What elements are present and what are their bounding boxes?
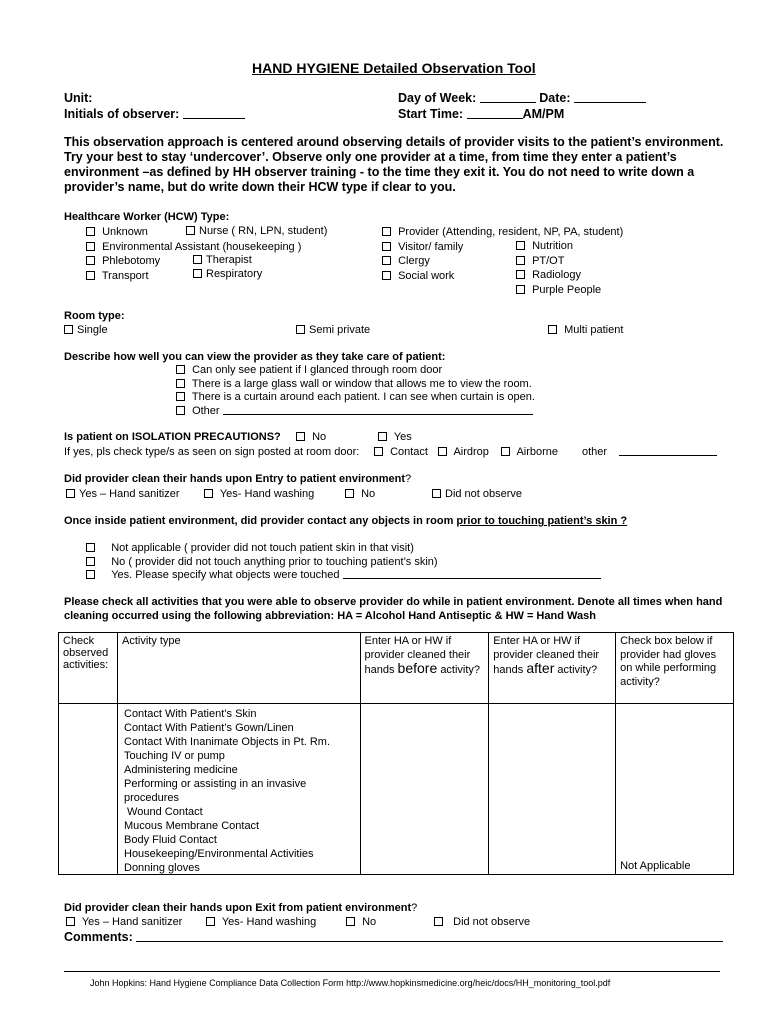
checkbox-icon[interactable]: [382, 271, 391, 280]
start-time-line: [398, 107, 564, 121]
ampm-label: AM/PM: [522, 107, 565, 121]
contact-option[interactable]: No ( provider did not touch anything prior to touching patient’s skin): [86, 556, 601, 570]
checkbox-icon[interactable]: [176, 365, 185, 374]
view-option[interactable]: Other: [176, 405, 535, 419]
checkbox-icon[interactable]: [176, 406, 185, 415]
hcw-option[interactable]: Social work: [382, 269, 623, 284]
contact-objects-field[interactable]: [343, 578, 601, 579]
initials-label: [64, 107, 245, 121]
checkbox-icon[interactable]: [382, 256, 391, 265]
exit-label: Did provider clean their hands upon Exit from patient environment?: [64, 902, 418, 914]
activities-intro: Please check all activities that you were able to observe provider do while in patient environment. Denote all times when hand cleaning occurred using the following abbreviation: HA = Alcohol Hand Antiseptic & HW = Hand Wash: [64, 596, 723, 622]
checkbox-icon[interactable]: [346, 917, 355, 926]
header-activity-type: Activity type: [117, 633, 360, 704]
view-other-field[interactable]: [223, 414, 533, 415]
entry-option-sanitizer[interactable]: Yes – Hand sanitizer: [66, 488, 180, 500]
header-after: Enter HA or HW if provider cleaned their hands after activity?: [489, 633, 616, 704]
list-item: Donning gloves: [124, 862, 200, 874]
entry-label: Did provider clean their hands upon Entry to patient environment?: [64, 473, 412, 485]
view-label: Describe how well you can view the provider as they take care of patient:: [64, 351, 446, 363]
checkbox-icon[interactable]: [501, 447, 510, 456]
checkbox-icon[interactable]: [382, 227, 391, 236]
list-item: Body Fluid Contact: [124, 834, 217, 846]
check-observed-cell[interactable]: [59, 704, 118, 875]
gloves-cell[interactable]: [616, 704, 734, 875]
checkbox-icon[interactable]: [516, 285, 525, 294]
list-item: Mucous Membrane Contact: [124, 820, 260, 832]
hcw-option[interactable]: Nutrition: [516, 239, 601, 254]
date-field[interactable]: [574, 102, 646, 103]
hcw-option[interactable]: PT/OT: [516, 254, 601, 269]
hcw-option[interactable]: Radiology: [516, 268, 601, 283]
hcw-label: Healthcare Worker (HCW) Type:: [64, 211, 230, 223]
contact-options: [86, 542, 601, 583]
hcw-option[interactable]: Unknown: [86, 225, 301, 240]
checkbox-icon[interactable]: [64, 325, 73, 334]
checkbox-icon[interactable]: [206, 917, 215, 926]
checkbox-icon[interactable]: [434, 917, 443, 926]
initials-field[interactable]: [183, 118, 245, 119]
contact-label: Once inside patient environment, did provider contact any objects in room prior to touching patient’s skin ?: [64, 515, 628, 527]
entry-option-not-observed[interactable]: Did not observe: [432, 488, 522, 500]
list-item: Contact With Patient’s Gown/Linen: [124, 722, 294, 734]
header-before: Enter HA or HW if provider cleaned their hands before activity?: [360, 633, 489, 704]
exit-option-no[interactable]: No: [346, 916, 376, 928]
checkbox-icon[interactable]: [516, 270, 525, 279]
list-item: Touching IV or pump: [124, 750, 225, 762]
day-date-line: [398, 91, 646, 105]
checkbox-icon[interactable]: [176, 379, 185, 388]
isolation-other-field[interactable]: [619, 455, 717, 456]
isolation-yes[interactable]: Yes: [378, 431, 412, 443]
checkbox-icon[interactable]: [296, 432, 305, 441]
page-title: HAND HYGIENE Detailed Observation Tool: [252, 60, 536, 76]
isolation-no[interactable]: No: [296, 431, 326, 443]
checkbox-icon[interactable]: [86, 271, 95, 280]
comments-field[interactable]: [136, 941, 723, 942]
room-option-multi[interactable]: Multi patient: [548, 324, 623, 336]
comments-line: Comments:: [64, 930, 723, 944]
date-label: Date:: [539, 91, 571, 105]
checkbox-icon[interactable]: [204, 489, 213, 498]
checkbox-icon[interactable]: [516, 256, 525, 265]
room-type-label: Room type:: [64, 310, 125, 322]
isolation-label: Is patient on ISOLATION PRECAUTIONS?: [64, 431, 281, 443]
isolation-contact[interactable]: Contact: [374, 446, 428, 458]
activity-list: [124, 707, 334, 875]
view-options: [176, 364, 535, 418]
after-cell[interactable]: [489, 704, 616, 875]
hcw-option[interactable]: Transport: [86, 269, 301, 284]
hcw-col4: [516, 239, 601, 297]
view-option[interactable]: Can only see patient if I glanced through room door: [176, 364, 535, 378]
room-option-single[interactable]: Single: [64, 324, 108, 336]
checkbox-icon[interactable]: [176, 392, 185, 401]
isolation-airdrop[interactable]: Airdrop: [438, 446, 489, 458]
isolation-other: other: [582, 446, 717, 458]
checkbox-icon[interactable]: [86, 242, 95, 251]
before-cell[interactable]: [360, 704, 489, 875]
checkbox-icon[interactable]: [66, 917, 75, 926]
room-option-semi[interactable]: Semi private: [296, 324, 370, 336]
checkbox-icon[interactable]: [432, 489, 441, 498]
checkbox-icon[interactable]: [86, 543, 95, 552]
not-applicable-label: Not Applicable: [620, 860, 691, 872]
view-option[interactable]: There is a large glass wall or window that allows me to view the room.: [176, 378, 535, 392]
hcw-option[interactable]: Visitor/ family: [382, 240, 623, 255]
checkbox-icon[interactable]: [86, 256, 95, 265]
day-field[interactable]: [480, 102, 536, 103]
unit-label: Unit:: [64, 91, 93, 105]
entry-option-washing[interactable]: Yes- Hand washing: [204, 488, 314, 500]
intro-paragraph: This observation approach is centered around observing details of provider visits to the patient’s environment. Try your best to stay ‘undercover’. Observe only one provider at a time, from time they enter a patient’s environment –as defined by HH observer training - to the time they exit it. You do not need to write down a provider’s name, but do write down their HCW type if clear to you.: [64, 135, 724, 194]
hcw-option-nurse[interactable]: Nurse ( RN, LPN, student): [186, 225, 327, 237]
checkbox-icon[interactable]: [186, 226, 195, 235]
exit-option-sanitizer[interactable]: Yes – Hand sanitizer: [66, 916, 182, 928]
checkbox-icon[interactable]: [296, 325, 305, 334]
checkbox-icon[interactable]: [438, 447, 447, 456]
list-item: Contact With Inanimate Objects in Pt. Rm.: [124, 736, 331, 748]
header-gloves: Check box below if provider had gloves on while performing activity?: [616, 633, 734, 704]
comments-field-line-2[interactable]: [64, 971, 720, 972]
entry-option-no[interactable]: No: [345, 488, 375, 500]
hcw-option[interactable]: Provider (Attending, resident, NP, PA, student): [382, 225, 623, 240]
day-label: Day of Week:: [398, 91, 477, 105]
view-option[interactable]: There is a curtain around each patient. I can see when curtain is open.: [176, 391, 535, 405]
start-field[interactable]: [467, 118, 523, 119]
hcw-option[interactable]: Environmental Assistant (housekeeping ): [86, 240, 301, 255]
list-item: Performing or assisting in an invasive procedures: [124, 778, 307, 804]
list-item: Housekeeping/Environmental Activities: [124, 848, 314, 860]
list-item: Contact With Patient’s Skin: [124, 708, 257, 720]
start-label: Start Time:: [398, 107, 464, 121]
exit-option-washing[interactable]: Yes- Hand washing: [206, 916, 316, 928]
contact-option[interactable]: Yes. Please specify what objects were touched: [86, 569, 601, 583]
checkbox-icon[interactable]: [374, 447, 383, 456]
hcw-option[interactable]: Clergy: [382, 254, 623, 269]
checkbox-icon[interactable]: [382, 242, 391, 251]
contact-option[interactable]: Not applicable ( provider did not touch patient skin in that visit): [86, 542, 601, 556]
hcw-option-therapist[interactable]: Therapist: [193, 254, 252, 266]
checkbox-icon[interactable]: [86, 557, 95, 566]
checkbox-icon[interactable]: [378, 432, 387, 441]
isolation-sub: If yes, pls check type/s as seen on sign posted at room door:: [64, 446, 360, 458]
checkbox-icon[interactable]: [345, 489, 354, 498]
list-item: Administering medicine: [124, 764, 238, 776]
hcw-option[interactable]: Phlebotomy: [86, 254, 301, 269]
exit-option-not-observed[interactable]: Did not observe: [434, 916, 530, 928]
list-item: Wound Contact: [124, 806, 203, 818]
hcw-option-respiratory[interactable]: Respiratory: [193, 268, 262, 280]
checkbox-icon[interactable]: [548, 325, 557, 334]
checkbox-icon[interactable]: [193, 255, 202, 264]
checkbox-icon[interactable]: [86, 570, 95, 579]
checkbox-icon[interactable]: [86, 227, 95, 236]
footer-source: John Hopkins: Hand Hygiene Compliance Data Collection Form http://www.hopkinsmedicine.org/heic/docs/HH_monitoring_tool.pdf: [90, 978, 611, 988]
header-check-observed: Check observed activities:: [59, 633, 118, 704]
checkbox-icon[interactable]: [516, 241, 525, 250]
hcw-option[interactable]: Purple People: [516, 283, 601, 298]
checkbox-icon[interactable]: [66, 489, 75, 498]
table-header-row: [59, 633, 734, 704]
checkbox-icon[interactable]: [193, 269, 202, 278]
initials-text: Initials of observer:: [64, 107, 180, 121]
isolation-airborne[interactable]: Airborne: [501, 446, 558, 458]
